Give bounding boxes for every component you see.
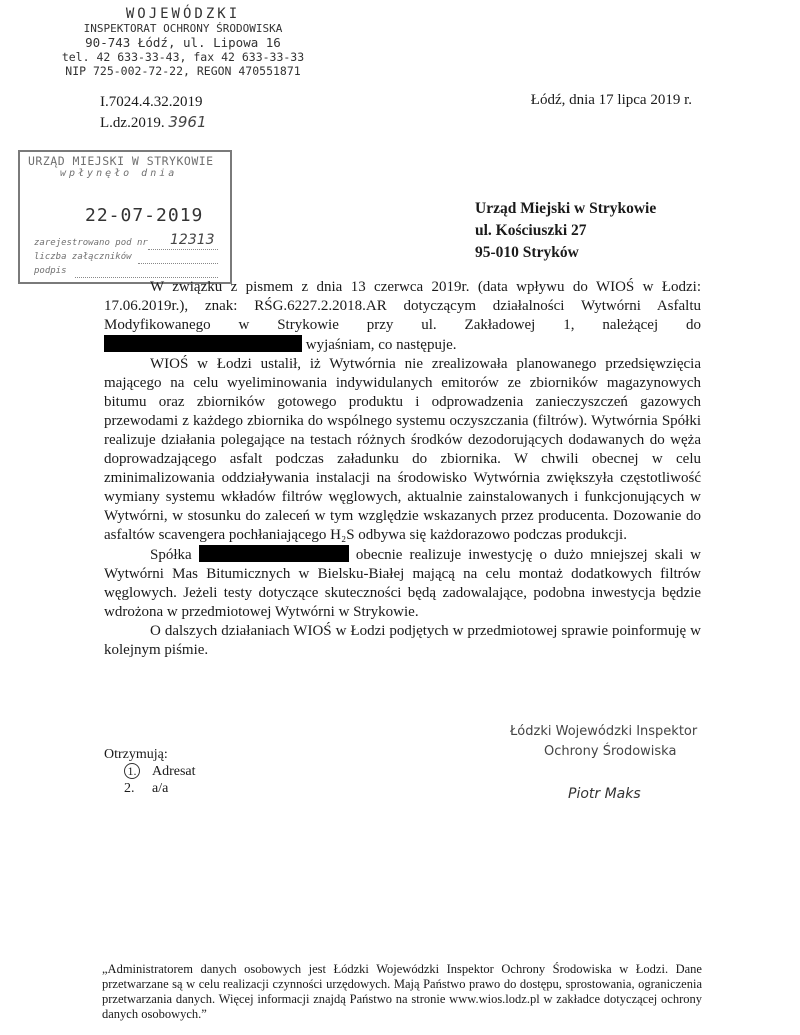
- stamp-subheader: wpłynęło dnia: [60, 168, 178, 179]
- paragraph: [104, 278, 701, 355]
- stamp-attachments-label: liczba załączników: [34, 252, 132, 262]
- recipients-title: Otrzymują:: [104, 747, 168, 762]
- signature-stamp: [510, 722, 697, 804]
- addressee-line: 95-010 Stryków: [475, 244, 579, 261]
- paragraph: [104, 545, 701, 622]
- stamp-reg-number: 12313: [170, 232, 215, 248]
- gdpr-footer: „Administratorem danych osobowych jest Łódzki Wojewódzki Inspektor Ochrony Środowiska w Łodzi. Dane przetwarzane są w celu realizacji czynności urzędowych. Mają Państwo prawo do dostępu, sprostowania, ograniczenia przetwarzania danych. Więcej informacji znajdą Państwo na stronie www.wios.lodz.pl w zakładce dotyczącej ochrony danych osobowych.”: [102, 962, 702, 1021]
- paragraph-text: Spółka: [150, 547, 192, 563]
- case-sign: I.7024.4.32.2019: [100, 94, 203, 110]
- recipient-number: 1.: [124, 763, 140, 779]
- ldz-number: 3961: [168, 113, 207, 131]
- letter-body: [104, 278, 701, 660]
- sender-line: INSPEKTORAT OCHRONY ŚRODOWISKA: [83, 22, 283, 35]
- ldz-line: [100, 112, 207, 133]
- paragraph-text: wyjaśniam, co następuje.: [305, 337, 457, 353]
- recipient-number: 2.: [124, 781, 135, 796]
- redaction-bar: [104, 335, 302, 352]
- reference-block: [100, 92, 207, 133]
- sender-line: 90-743 Łódź, ul. Lipowa 16: [85, 35, 281, 50]
- letter-date: Łódź, dnia 17 lipca 2019 r.: [530, 92, 692, 108]
- sender-line: tel. 42 633-33-43, fax 42 633-33-33: [61, 50, 305, 64]
- paragraph: O dalszych działaniach WIOŚ w Łodzi podjętych w przedmiotowej sprawie poinformuję w kolejnym piśmie.: [104, 623, 701, 658]
- redaction-bar: [199, 545, 349, 562]
- recipient-label: a/a: [152, 781, 169, 796]
- paragraph-text: obecnie realizuje inwestycję o dużo mniejszej skali w Wytwórni Mas Bitumicznych w Bielsku-Białej mającą na celu montaż dodatkowych filtrów węglowych. Jeżeli testy dotyczące skuteczności będą zadowalające, podobna inwestycja będzie wdrożona w przedmiotowej Wytwórni w Strykowie.: [104, 547, 702, 620]
- stamp-dotted-line: [138, 263, 218, 264]
- stamp-header: URZĄD MIEJSKI W STRYKOWIE: [28, 154, 214, 168]
- paragraph-text: W związku z pismem z dnia 13 czerwca 2019r. (data wpływu do WIOŚ w Łodzi: 17.06.2019r.), znak: RŚG.6227.2.2018.AR dotyczącym działalności Wytwórni Asfaltu Modyfikowanego w Strykowie przy ul. Zakładowej 1, należącej do: [104, 279, 701, 333]
- sender-stamp: [58, 6, 308, 78]
- signature-title: Ochrony Środowiska: [544, 744, 677, 759]
- stamp-signature-label: podpis: [34, 266, 67, 276]
- recipient-label: Adresat: [152, 764, 196, 779]
- stamp-reg-label: zarejestrowano pod nr: [34, 238, 148, 248]
- addressee-block: [475, 198, 656, 264]
- list-item: [104, 763, 196, 780]
- recipients-list: [104, 746, 196, 797]
- paragraph: WIOŚ w Łodzi ustalił, iż Wytwórnia nie zrealizowała planowanego przedsięwzięcia mającego na celu wyeliminowania indywidulanych emitorów ze zbiorników magazynowych bitumu oraz zbiorników gotowego produktu i odprowadzenia zanieczyszczeń gazowych przewodami z każdego zbiornika do wspólnego systemu oczyszczania (filtrów). Wytwórnia Spółki realizuje działania polegające na testach różnych środków dezodorujących dodawanych do węża doprowadzającego asfalt podczas załadunku do zbiornika. W chwili obecnej w celu zminimalizowania oddziaływania instalacji na środowisko Wytwórnia zwiększyła częstotliwość wymiany systemu wkładów filtrów węglowych, aktualnie zainstalowanych i funkcjonujących w Wytwórni, w stosunku do zaleceń w tym względzie wskazanych przez producenta. Dozowanie do asfaltów scavengera pochłaniającego H₂S odbywa się każdorazowo podczas produkcji.: [104, 356, 701, 543]
- sender-line: NIP 725-002-72-22, REGON 470551871: [65, 64, 301, 78]
- stamp-date: 22-07-2019: [85, 205, 204, 226]
- list-item: [104, 780, 196, 797]
- signature-name: Piotr Maks: [568, 786, 641, 802]
- stamp-dotted-line: [148, 249, 218, 250]
- ldz-prefix: L.dz.2019.: [100, 115, 165, 131]
- signature-title: Łódzki Wojewódzki Inspektor: [510, 724, 698, 739]
- incoming-stamp: [18, 150, 232, 284]
- sender-line: WOJEWÓDZKI: [125, 6, 241, 22]
- addressee-line: ul. Kościuszki 27: [475, 222, 587, 239]
- addressee-line: Urząd Miejski w Strykowie: [475, 200, 657, 217]
